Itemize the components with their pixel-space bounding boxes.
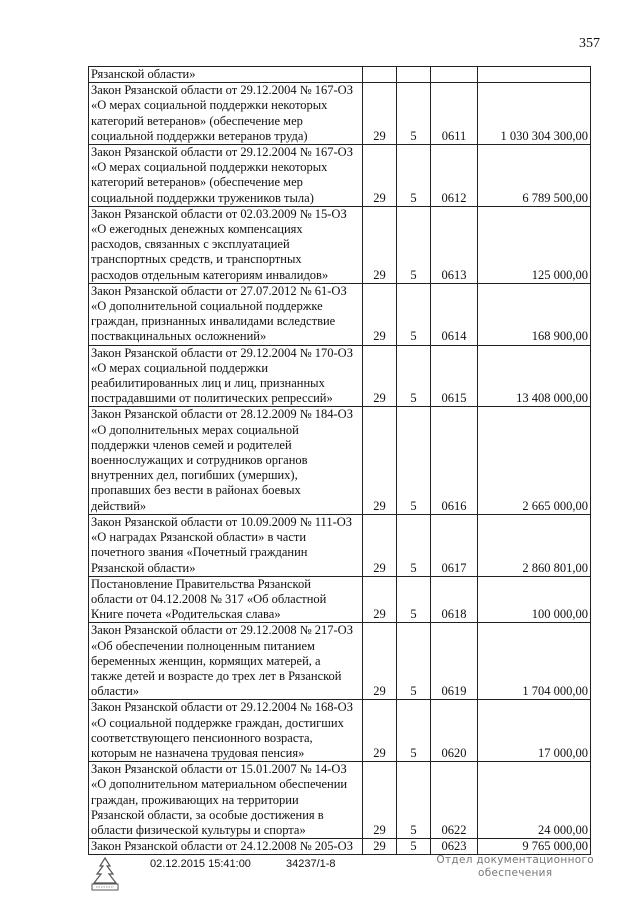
- row-description: Закон Рязанской области от 29.12.2004 № 167-ОЗ «О мерах социальной поддержки некоторых категорий ветеранов» (обеспечение мер социальной поддержки тружеников тыла): [89, 145, 363, 207]
- row-code-3: 0623: [431, 839, 478, 855]
- row-code-1: 29: [363, 206, 397, 283]
- row-code-2: 5: [397, 514, 431, 576]
- row-code-1: 29: [363, 283, 397, 345]
- row-code-3: 0613: [431, 206, 478, 283]
- row-amount: 9 765 000,00: [478, 839, 591, 855]
- row-code-1: 29: [363, 83, 397, 145]
- budget-table-body: [89, 67, 591, 855]
- department-line-2: обеспечения: [477, 867, 553, 879]
- row-description: Закон Рязанской области от 27.07.2012 № 61-ОЗ «О дополнительной социальной поддержке граждан, признанных инвалидами вследствие поствакцинальных осложнений»: [89, 283, 363, 345]
- table-row: [89, 145, 591, 207]
- row-code-1: 29: [363, 145, 397, 207]
- row-code-2: 5: [397, 576, 431, 623]
- row-description: Рязанской области»: [89, 67, 363, 83]
- table-row: [89, 283, 591, 345]
- table-row: [89, 762, 591, 839]
- row-amount: 6 789 500,00: [478, 145, 591, 207]
- row-code-2: 5: [397, 623, 431, 700]
- table-row: [89, 345, 591, 407]
- row-code-2: 5: [397, 145, 431, 207]
- department-stamp: [436, 854, 594, 880]
- row-code-1: 29: [363, 345, 397, 407]
- row-description: Постановление Правительства Рязанской области от 04.12.2008 № 317 «Об областной Книге почета «Родительская слава»: [89, 576, 363, 623]
- row-code-1: 29: [363, 407, 397, 514]
- row-description: Закон Рязанской области от 29.12.2008 № 217-ОЗ «Об обеспечении полноценным питанием беременных женщин, кормящих матерей, а также детей и возрасте до трех лет в Рязанской области»: [89, 623, 363, 700]
- table-row: [89, 67, 591, 83]
- row-amount: 17 000,00: [478, 700, 591, 762]
- row-amount: [478, 67, 591, 83]
- row-code-3: 0614: [431, 283, 478, 345]
- row-description: Закон Рязанской области от 29.12.2004 № 170-ОЗ «О мерах социальной поддержки реабилитированных лиц и лиц, признанных пострадавшими от политических репрессий»: [89, 345, 363, 407]
- row-description: Закон Рязанской области от 29.12.2004 № 167-ОЗ «О мерах социальной поддержки некоторых категорий ветеранов» (обеспечение мер социальной поддержки ветеранов труда): [89, 83, 363, 145]
- row-code-2: 5: [397, 762, 431, 839]
- table-row: [89, 407, 591, 514]
- row-amount: 2 860 801,00: [478, 514, 591, 576]
- row-code-1: 29: [363, 576, 397, 623]
- table-row: [89, 514, 591, 576]
- row-code-2: 5: [397, 206, 431, 283]
- row-code-1: 29: [363, 839, 397, 855]
- row-description: Закон Рязанской области от 10.09.2009 № 111-ОЗ «О наградах Рязанской области» в части почетного звания «Почетный гражданин Рязанской области»: [89, 514, 363, 576]
- row-code-2: 5: [397, 283, 431, 345]
- row-description: Закон Рязанской области от 24.12.2008 № 205-ОЗ: [89, 839, 363, 855]
- row-description: Закон Рязанской области от 29.12.2004 № 168-ОЗ «О социальной поддержке граждан, достигших соответствующего пенсионного возраста, которым не назначена трудовая пенсия»: [89, 700, 363, 762]
- row-code-3: 0622: [431, 762, 478, 839]
- row-code-3: 0615: [431, 345, 478, 407]
- row-code-2: 5: [397, 83, 431, 145]
- row-code-3: 0618: [431, 576, 478, 623]
- row-code-1: 29: [363, 514, 397, 576]
- row-code-2: 5: [397, 839, 431, 855]
- row-code-3: 0620: [431, 700, 478, 762]
- page-footer: [0, 842, 640, 902]
- row-amount: 125 000,00: [478, 206, 591, 283]
- row-code-3: 0611: [431, 83, 478, 145]
- row-code-3: 0619: [431, 623, 478, 700]
- row-code-3: 0617: [431, 514, 478, 576]
- document-number: 34237/1-8: [286, 858, 336, 870]
- row-code-2: 5: [397, 700, 431, 762]
- department-line-1: Отдел документационного: [436, 854, 594, 866]
- row-code-2: [397, 67, 431, 83]
- table-row: [89, 700, 591, 762]
- row-amount: 1 030 304 300,00: [478, 83, 591, 145]
- row-code-1: 29: [363, 700, 397, 762]
- row-amount: 13 408 000,00: [478, 345, 591, 407]
- row-amount: 168 900,00: [478, 283, 591, 345]
- page-number: 357: [579, 36, 600, 51]
- row-code-3: 0612: [431, 145, 478, 207]
- row-code-1: 29: [363, 623, 397, 700]
- row-code-2: 5: [397, 407, 431, 514]
- table-row: [89, 206, 591, 283]
- row-code-2: 5: [397, 345, 431, 407]
- stamp-icon: [88, 856, 122, 892]
- row-description: Закон Рязанской области от 02.03.2009 № 15-ОЗ «О ежегодных денежных компенсациях расходов, связанных с эксплуатацией транспортных средств, и транспортных расходов отдельным категориям инвалидов»: [89, 206, 363, 283]
- row-amount: 100 000,00: [478, 576, 591, 623]
- row-code-1: [363, 67, 397, 83]
- row-amount: 1 704 000,00: [478, 623, 591, 700]
- row-amount: 24 000,00: [478, 762, 591, 839]
- row-amount: 2 665 000,00: [478, 407, 591, 514]
- table-row: [89, 576, 591, 623]
- table-row: [89, 83, 591, 145]
- row-code-3: 0616: [431, 407, 478, 514]
- row-code-1: 29: [363, 762, 397, 839]
- print-timestamp: 02.12.2015 15:41:00: [150, 858, 251, 870]
- row-description: Закон Рязанской области от 28.12.2009 № 184-ОЗ «О дополнительных мерах социальной поддержки членов семей и родителей военнослужащих и сотрудников органов внутренних дел, погибших (умерших), пропавших без вести в районах боевых действий»: [89, 407, 363, 514]
- row-description: Закон Рязанской области от 15.01.2007 № 14-ОЗ «О дополнительном материальном обеспечении граждан, проживающих на территории Рязанской области, за особые достижения в области физической культуры и спорта»: [89, 762, 363, 839]
- budget-table: [88, 66, 591, 855]
- row-code-3: [431, 67, 478, 83]
- table-row: [89, 623, 591, 700]
